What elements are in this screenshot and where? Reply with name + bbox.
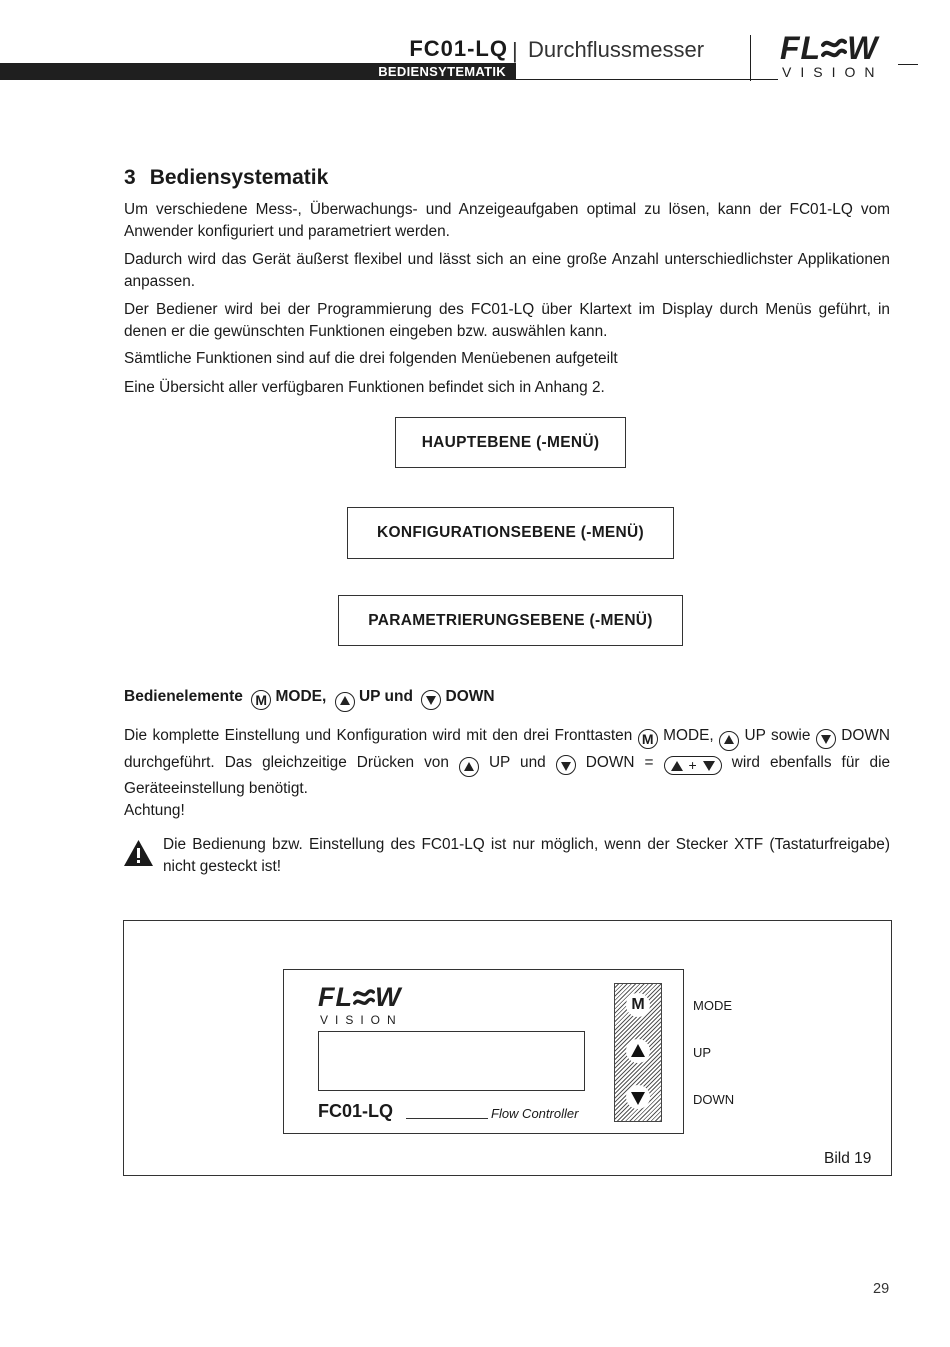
paragraph: Dadurch wird das Gerät äußerst flexibel und lässt sich an eine große Anzahl unterschiedlichster Applikationen anpassen. [124, 251, 890, 290]
header-subtitle: Durchflussmesser [528, 37, 705, 62]
up-label: UP und [358, 688, 413, 705]
logo-subtitle: VISION [782, 64, 884, 80]
wave-icon [821, 36, 847, 62]
menu-level-box: PARAMETRIERUNGSEBENE (-MENÜ) [338, 595, 683, 646]
device-logo [318, 982, 401, 1013]
controls-paragraph [124, 724, 890, 801]
down-key-label: DOWN [693, 1092, 735, 1107]
header-separator: | [512, 38, 518, 63]
up-key-icon [335, 692, 355, 712]
controls-text: wird [731, 753, 760, 771]
logo-text-end: W [847, 30, 879, 66]
mode-key-icon: M [251, 690, 271, 710]
paragraph: Um verschiedene Mess-, Überwachungs- und Anzeigeaufgaben optimal zu lösen, kann der FC01-LQ vom Anwender konfiguriert und parametriert werden. [124, 201, 890, 240]
flowvision-logo [780, 30, 878, 67]
up-key-label: UP [693, 1045, 712, 1060]
down-key-icon [816, 729, 836, 749]
device-model: FC01-LQ [318, 1101, 394, 1121]
down-key-icon [556, 755, 576, 775]
warning-icon [123, 839, 154, 867]
section-title: Bediensystematik [149, 166, 329, 189]
mode-key-label: MODE [693, 998, 732, 1013]
device-logo-start: FL [318, 982, 353, 1012]
controls-text: DOWN = [585, 753, 654, 771]
up-key-icon [626, 1039, 650, 1063]
controls-text: ebenfalls für die Geräteeinstellung benötigt. [124, 753, 891, 797]
wave-icon [353, 987, 375, 1009]
header-rule [516, 79, 778, 80]
paragraph: Sämtliche Funktionen sind auf die drei folgenden Menüebenen aufgeteilt [124, 350, 618, 367]
controls-title: Bedienelemente [124, 688, 243, 705]
header-divider [750, 35, 751, 81]
header-rule-end [898, 64, 918, 65]
up-key-icon [459, 757, 479, 777]
paragraph: Eine Übersicht aller verfügbaren Funktionen befindet sich in Anhang 2. [124, 379, 605, 396]
paragraph: Der Bediener wird bei der Programmierung des FC01-LQ über Klartext im Display durch Menüs geführt, in denen er die gewünschten Funktionen eingeben bzw. auswählen kann. [124, 301, 890, 340]
device-logo-subtitle: VISION [320, 1013, 403, 1027]
mode-label: MODE, [275, 688, 327, 705]
page-number: 29 [873, 1281, 890, 1297]
device-display [318, 1031, 585, 1091]
section-number: 3 [124, 166, 136, 189]
controls-text: UP sowie [744, 727, 811, 744]
mode-key-icon: M [638, 729, 658, 749]
warning-text: Die Bedienung bzw. Einstellung des FC01-LQ ist nur möglich, wenn der Stecker XTF (Tastaturfreigabe) nicht gesteckt ist! [163, 836, 890, 875]
menu-level-box: KONFIGURATIONSEBENE (-MENÜ) [347, 507, 674, 559]
down-key-icon [626, 1085, 650, 1109]
controls-text: UP und [488, 753, 546, 771]
attention-label: Achtung! [124, 802, 185, 819]
down-key-icon [421, 690, 441, 710]
controls-text: Die komplette Einstellung und Konfiguration wird mit den drei Fronttasten [124, 727, 633, 744]
device-type: Flow Controller [491, 1106, 579, 1121]
device-rule [406, 1118, 488, 1119]
device-logo-end: W [375, 982, 402, 1012]
menu-level-box: HAUPTEBENE (-MENÜ) [395, 417, 626, 468]
up-plus-down-combo-icon: + [664, 756, 722, 775]
up-key-icon [719, 731, 739, 751]
mode-key-icon: M [626, 993, 650, 1017]
device-keypad [614, 983, 662, 1122]
section-heading [124, 166, 328, 190]
logo-text-start: FL [780, 30, 822, 66]
controls-heading [124, 688, 495, 712]
down-label: DOWN [445, 688, 495, 705]
controls-text: DOWN durchgeführt. Das gleichzeitige Drücken von [124, 727, 890, 771]
controls-text: MODE, [663, 727, 714, 744]
header-model: FC01-LQ [409, 36, 508, 61]
figure-caption: Bild 19 [824, 1150, 872, 1167]
section-label: BEDIENSYTEMATIK [378, 64, 506, 79]
